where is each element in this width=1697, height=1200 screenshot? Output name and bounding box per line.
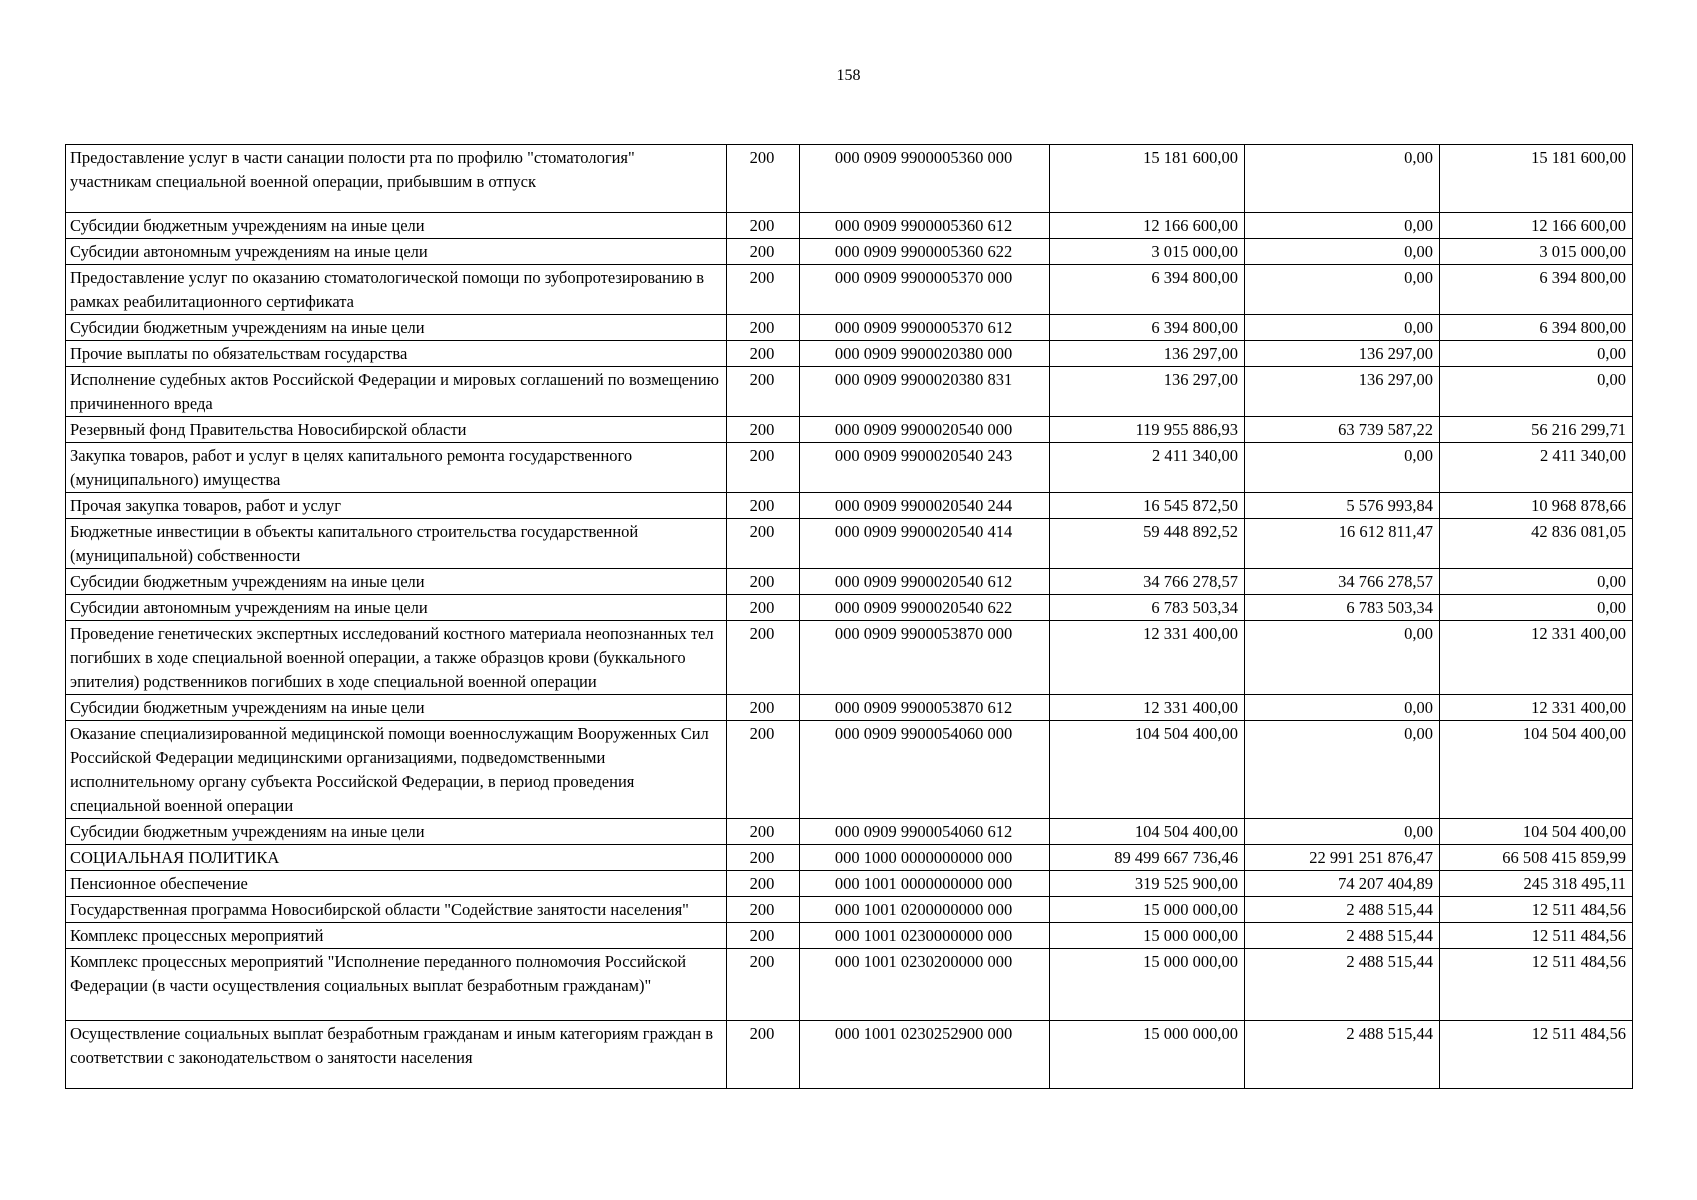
row-executed-amount: 0,00 <box>1245 621 1440 695</box>
row-name: Субсидии бюджетным учреждениям на иные цели <box>66 213 727 239</box>
row-unexecuted-amount: 245 318 495,11 <box>1440 871 1633 897</box>
row-admin-code: 200 <box>727 213 800 239</box>
row-unexecuted-amount: 12 331 400,00 <box>1440 695 1633 721</box>
row-unexecuted-amount: 6 394 800,00 <box>1440 315 1633 341</box>
row-admin-code: 200 <box>727 1021 800 1089</box>
row-unexecuted-amount: 12 331 400,00 <box>1440 621 1633 695</box>
row-budget-classification-code: 000 1001 0230252900 000 <box>800 1021 1050 1089</box>
row-budget-classification-code: 000 0909 9900020380 831 <box>800 367 1050 417</box>
table-row <box>66 519 1633 569</box>
row-executed-amount: 16 612 811,47 <box>1245 519 1440 569</box>
row-name: Резервный фонд Правительства Новосибирской области <box>66 417 727 443</box>
row-executed-amount: 2 488 515,44 <box>1245 1021 1440 1089</box>
row-assigned-amount: 136 297,00 <box>1050 367 1245 417</box>
row-assigned-amount: 15 181 600,00 <box>1050 145 1245 213</box>
row-admin-code: 200 <box>727 819 800 845</box>
row-assigned-amount: 15 000 000,00 <box>1050 923 1245 949</box>
row-executed-amount: 6 783 503,34 <box>1245 595 1440 621</box>
row-executed-amount: 74 207 404,89 <box>1245 871 1440 897</box>
row-unexecuted-amount: 42 836 081,05 <box>1440 519 1633 569</box>
table-row <box>66 819 1633 845</box>
row-assigned-amount: 59 448 892,52 <box>1050 519 1245 569</box>
table-row <box>66 315 1633 341</box>
table-row <box>66 621 1633 695</box>
row-name: Субсидии бюджетным учреждениям на иные цели <box>66 315 727 341</box>
table-row <box>66 417 1633 443</box>
row-admin-code: 200 <box>727 871 800 897</box>
row-budget-classification-code: 000 0909 9900005360 612 <box>800 213 1050 239</box>
row-name: Проведение генетических экспертных исследований костного материала неопознанных тел погибших в ходе специальной военной операции, а также образцов крови (буккального эпителия) родственников погибших в ходе специальной военной операции <box>66 621 727 695</box>
row-admin-code: 200 <box>727 923 800 949</box>
row-admin-code: 200 <box>727 621 800 695</box>
row-name: Субсидии бюджетным учреждениям на иные цели <box>66 695 727 721</box>
row-name: Прочая закупка товаров, работ и услуг <box>66 493 727 519</box>
row-budget-classification-code: 000 1001 0230200000 000 <box>800 949 1050 1021</box>
table-row <box>66 695 1633 721</box>
row-admin-code: 200 <box>727 897 800 923</box>
table-row <box>66 871 1633 897</box>
row-executed-amount: 0,00 <box>1245 443 1440 493</box>
row-budget-classification-code: 000 0909 9900020540 000 <box>800 417 1050 443</box>
row-unexecuted-amount: 0,00 <box>1440 595 1633 621</box>
row-assigned-amount: 12 166 600,00 <box>1050 213 1245 239</box>
row-unexecuted-amount: 56 216 299,71 <box>1440 417 1633 443</box>
row-assigned-amount: 15 000 000,00 <box>1050 1021 1245 1089</box>
row-assigned-amount: 2 411 340,00 <box>1050 443 1245 493</box>
row-assigned-amount: 12 331 400,00 <box>1050 695 1245 721</box>
row-name: Пенсионное обеспечение <box>66 871 727 897</box>
row-budget-classification-code: 000 0909 9900053870 612 <box>800 695 1050 721</box>
row-admin-code: 200 <box>727 519 800 569</box>
row-admin-code: 200 <box>727 315 800 341</box>
table-row <box>66 341 1633 367</box>
row-executed-amount: 63 739 587,22 <box>1245 417 1440 443</box>
table-row <box>66 595 1633 621</box>
row-unexecuted-amount: 12 511 484,56 <box>1440 949 1633 1021</box>
row-unexecuted-amount: 2 411 340,00 <box>1440 443 1633 493</box>
table-row <box>66 239 1633 265</box>
table-row <box>66 493 1633 519</box>
row-budget-classification-code: 000 1001 0230000000 000 <box>800 923 1050 949</box>
row-assigned-amount: 119 955 886,93 <box>1050 417 1245 443</box>
row-admin-code: 200 <box>727 341 800 367</box>
row-admin-code: 200 <box>727 569 800 595</box>
row-assigned-amount: 319 525 900,00 <box>1050 871 1245 897</box>
table-row <box>66 145 1633 213</box>
row-name: Субсидии бюджетным учреждениям на иные цели <box>66 819 727 845</box>
row-admin-code: 200 <box>727 595 800 621</box>
row-executed-amount: 2 488 515,44 <box>1245 897 1440 923</box>
row-assigned-amount: 6 394 800,00 <box>1050 315 1245 341</box>
row-assigned-amount: 12 331 400,00 <box>1050 621 1245 695</box>
row-name: Осуществление социальных выплат безработным гражданам и иным категориям граждан в соответствии с законодательством о занятости населения <box>66 1021 727 1089</box>
row-admin-code: 200 <box>727 493 800 519</box>
row-admin-code: 200 <box>727 367 800 417</box>
row-budget-classification-code: 000 0909 9900020540 243 <box>800 443 1050 493</box>
row-unexecuted-amount: 12 511 484,56 <box>1440 923 1633 949</box>
row-assigned-amount: 15 000 000,00 <box>1050 897 1245 923</box>
row-name: Государственная программа Новосибирской области "Содействие занятости населения" <box>66 897 727 923</box>
row-name: Исполнение судебных актов Российской Федерации и мировых соглашений по возмещению причиненного вреда <box>66 367 727 417</box>
row-admin-code: 200 <box>727 721 800 819</box>
row-assigned-amount: 6 394 800,00 <box>1050 265 1245 315</box>
table-body <box>66 145 1633 1089</box>
row-budget-classification-code: 000 0909 9900020540 622 <box>800 595 1050 621</box>
table-row <box>66 923 1633 949</box>
page-number: 158 <box>836 67 861 84</box>
row-budget-classification-code: 000 0909 9900005370 000 <box>800 265 1050 315</box>
row-budget-classification-code: 000 0909 9900053870 000 <box>800 621 1050 695</box>
table-row <box>66 213 1633 239</box>
table-row <box>66 367 1633 417</box>
row-unexecuted-amount: 0,00 <box>1440 367 1633 417</box>
row-name: Комплекс процессных мероприятий "Исполнение переданного полномочия Российской Федерации (в части осуществления социальных выплат безработным гражданам)" <box>66 949 727 1021</box>
row-unexecuted-amount: 66 508 415 859,99 <box>1440 845 1633 871</box>
row-admin-code: 200 <box>727 145 800 213</box>
row-executed-amount: 0,00 <box>1245 213 1440 239</box>
row-budget-classification-code: 000 0909 9900020540 414 <box>800 519 1050 569</box>
row-name: Субсидии автономным учреждениям на иные цели <box>66 595 727 621</box>
row-unexecuted-amount: 12 511 484,56 <box>1440 1021 1633 1089</box>
row-unexecuted-amount: 0,00 <box>1440 341 1633 367</box>
table-row <box>66 443 1633 493</box>
row-admin-code: 200 <box>727 949 800 1021</box>
row-budget-classification-code: 000 0909 9900054060 000 <box>800 721 1050 819</box>
table-row <box>66 569 1633 595</box>
row-admin-code: 200 <box>727 695 800 721</box>
row-executed-amount: 0,00 <box>1245 695 1440 721</box>
row-executed-amount: 2 488 515,44 <box>1245 949 1440 1021</box>
row-executed-amount: 0,00 <box>1245 145 1440 213</box>
table-row <box>66 1021 1633 1089</box>
row-budget-classification-code: 000 1001 0200000000 000 <box>800 897 1050 923</box>
row-name: Бюджетные инвестиции в объекты капитального строительства государственной (муниципальной) собственности <box>66 519 727 569</box>
row-unexecuted-amount: 10 968 878,66 <box>1440 493 1633 519</box>
row-executed-amount: 136 297,00 <box>1245 341 1440 367</box>
row-name: Субсидии бюджетным учреждениям на иные цели <box>66 569 727 595</box>
row-admin-code: 200 <box>727 239 800 265</box>
row-admin-code: 200 <box>727 443 800 493</box>
row-executed-amount: 22 991 251 876,47 <box>1245 845 1440 871</box>
row-unexecuted-amount: 12 166 600,00 <box>1440 213 1633 239</box>
table-row <box>66 721 1633 819</box>
row-executed-amount: 5 576 993,84 <box>1245 493 1440 519</box>
row-assigned-amount: 16 545 872,50 <box>1050 493 1245 519</box>
row-name: СОЦИАЛЬНАЯ ПОЛИТИКА <box>66 845 727 871</box>
row-executed-amount: 0,00 <box>1245 315 1440 341</box>
row-unexecuted-amount: 12 511 484,56 <box>1440 897 1633 923</box>
table-row <box>66 845 1633 871</box>
row-assigned-amount: 136 297,00 <box>1050 341 1245 367</box>
row-name: Предоставление услуг в части санации полости рта по профилю "стоматология" участникам специальной военной операции, прибывшим в отпуск <box>66 145 727 213</box>
row-executed-amount: 34 766 278,57 <box>1245 569 1440 595</box>
row-admin-code: 200 <box>727 845 800 871</box>
row-budget-classification-code: 000 0909 9900020540 612 <box>800 569 1050 595</box>
row-assigned-amount: 104 504 400,00 <box>1050 819 1245 845</box>
row-budget-classification-code: 000 0909 9900020380 000 <box>800 341 1050 367</box>
row-unexecuted-amount: 0,00 <box>1440 569 1633 595</box>
row-budget-classification-code: 000 0909 9900005370 612 <box>800 315 1050 341</box>
row-executed-amount: 0,00 <box>1245 721 1440 819</box>
table-row <box>66 265 1633 315</box>
row-unexecuted-amount: 104 504 400,00 <box>1440 721 1633 819</box>
row-budget-classification-code: 000 0909 9900005360 000 <box>800 145 1050 213</box>
row-name: Комплекс процессных мероприятий <box>66 923 727 949</box>
row-budget-classification-code: 000 1001 0000000000 000 <box>800 871 1050 897</box>
row-assigned-amount: 89 499 667 736,46 <box>1050 845 1245 871</box>
row-unexecuted-amount: 104 504 400,00 <box>1440 819 1633 845</box>
row-assigned-amount: 15 000 000,00 <box>1050 949 1245 1021</box>
row-assigned-amount: 3 015 000,00 <box>1050 239 1245 265</box>
row-budget-classification-code: 000 0909 9900020540 244 <box>800 493 1050 519</box>
table-row <box>66 897 1633 923</box>
row-budget-classification-code: 000 0909 9900054060 612 <box>800 819 1050 845</box>
row-unexecuted-amount: 6 394 800,00 <box>1440 265 1633 315</box>
row-assigned-amount: 6 783 503,34 <box>1050 595 1245 621</box>
row-assigned-amount: 34 766 278,57 <box>1050 569 1245 595</box>
row-budget-classification-code: 000 0909 9900005360 622 <box>800 239 1050 265</box>
row-name: Оказание специализированной медицинской помощи военнослужащим Вооруженных Сил Российской Федерации медицинскими организациями, подведомственными исполнительному органу субъекта Российской Федерации, в период проведения специальной военной операции <box>66 721 727 819</box>
row-name: Субсидии автономным учреждениям на иные цели <box>66 239 727 265</box>
row-executed-amount: 136 297,00 <box>1245 367 1440 417</box>
table-row <box>66 949 1633 1021</box>
row-assigned-amount: 104 504 400,00 <box>1050 721 1245 819</box>
budget-execution-table <box>65 144 1633 1089</box>
row-unexecuted-amount: 3 015 000,00 <box>1440 239 1633 265</box>
row-executed-amount: 0,00 <box>1245 239 1440 265</box>
row-executed-amount: 2 488 515,44 <box>1245 923 1440 949</box>
row-admin-code: 200 <box>727 265 800 315</box>
row-executed-amount: 0,00 <box>1245 819 1440 845</box>
row-executed-amount: 0,00 <box>1245 265 1440 315</box>
row-name: Прочие выплаты по обязательствам государства <box>66 341 727 367</box>
row-budget-classification-code: 000 1000 0000000000 000 <box>800 845 1050 871</box>
row-admin-code: 200 <box>727 417 800 443</box>
row-unexecuted-amount: 15 181 600,00 <box>1440 145 1633 213</box>
row-name: Закупка товаров, работ и услуг в целях капитального ремонта государственного (муниципального) имущества <box>66 443 727 493</box>
row-name: Предоставление услуг по оказанию стоматологической помощи по зубопротезированию в рамках реабилитационного сертификата <box>66 265 727 315</box>
